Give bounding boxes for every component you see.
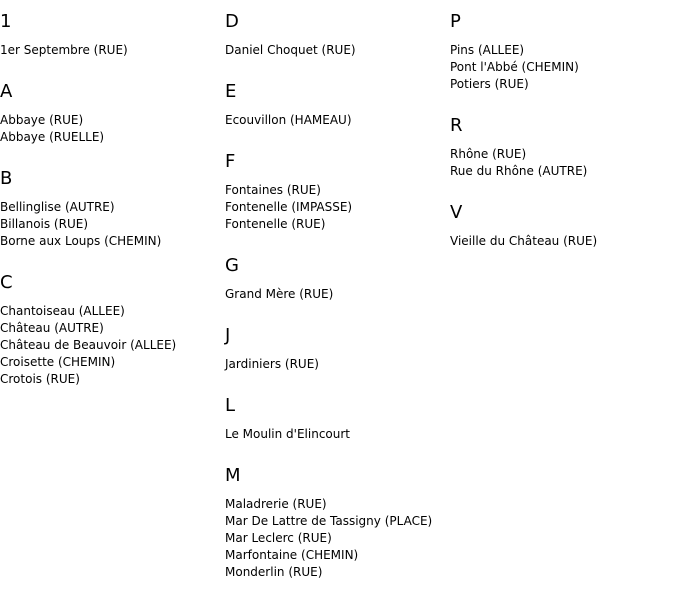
street-list (450, 146, 675, 180)
street-link[interactable]: Monderlin (RUE) (225, 565, 323, 579)
letter-group (225, 255, 450, 303)
column-3 (450, 11, 675, 272)
group-letter: V (450, 202, 463, 223)
group-letter: P (450, 11, 461, 32)
street-link[interactable]: Vieille du Château (RUE) (450, 234, 598, 248)
letter-group (225, 465, 450, 581)
street-link[interactable]: Pins (ALLEE) (450, 43, 525, 57)
street-list (0, 112, 225, 146)
street-link[interactable]: 1er Septembre (RUE) (0, 43, 128, 57)
street-list (450, 42, 675, 93)
street-link[interactable]: Château de Beauvoir (ALLEE) (0, 338, 177, 352)
street-list (225, 286, 450, 303)
street-link[interactable]: Marfontaine (CHEMIN) (225, 548, 359, 562)
letter-group (0, 81, 225, 146)
street-list (225, 426, 450, 443)
street-link[interactable]: Daniel Choquet (RUE) (225, 43, 356, 57)
street-list (225, 496, 450, 581)
street-link[interactable]: Fontenelle (IMPASSE) (225, 200, 353, 214)
street-list (450, 233, 675, 250)
letter-group (225, 325, 450, 373)
street-link[interactable]: Chantoiseau (ALLEE) (0, 304, 125, 318)
letter-group (0, 272, 225, 388)
street-link[interactable]: Fontenelle (RUE) (225, 217, 326, 231)
street-link[interactable]: Rue du Rhône (AUTRE) (450, 164, 588, 178)
street-link[interactable]: Potiers (RUE) (450, 77, 529, 91)
column-1 (0, 11, 225, 410)
street-link[interactable]: Grand Mère (RUE) (225, 287, 334, 301)
group-letter: L (225, 395, 236, 416)
street-link[interactable]: Mar Leclerc (RUE) (225, 531, 332, 545)
street-link[interactable]: Billanois (RUE) (0, 217, 89, 231)
street-list (225, 42, 450, 59)
street-link[interactable]: Croisette (CHEMIN) (0, 355, 116, 369)
group-letter: D (225, 11, 239, 32)
group-letter: R (450, 115, 463, 136)
street-link[interactable]: Maladrerie (RUE) (225, 497, 327, 511)
letter-group (450, 202, 675, 250)
street-link[interactable]: Le Moulin d'Elincourt (225, 427, 351, 441)
letter-group (450, 115, 675, 180)
street-list (0, 42, 225, 59)
street-link[interactable]: Bellinglise (AUTRE) (0, 200, 115, 214)
street-link[interactable]: Ecouvillon (HAMEAU) (225, 113, 352, 127)
street-list (225, 356, 450, 373)
street-link[interactable]: Pont l'Abbé (CHEMIN) (450, 60, 579, 74)
group-letter: B (0, 168, 13, 189)
group-letter: G (225, 255, 239, 276)
group-letter: A (0, 81, 13, 102)
street-link[interactable]: Abbaye (RUE) (0, 113, 84, 127)
street-link[interactable]: Borne aux Loups (CHEMIN) (0, 234, 162, 248)
letter-group (0, 168, 225, 250)
letter-group (0, 11, 225, 59)
street-list (225, 112, 450, 129)
letter-group (225, 81, 450, 129)
group-letter: C (0, 272, 13, 293)
street-list (0, 199, 225, 250)
group-letter: F (225, 151, 236, 172)
group-letter: 1 (0, 11, 12, 32)
group-letter: J (225, 325, 231, 346)
letter-group (225, 395, 450, 443)
street-link[interactable]: Rhône (RUE) (450, 147, 527, 161)
letter-group (225, 11, 450, 59)
street-link[interactable]: Mar De Lattre de Tassigny (PLACE) (225, 514, 433, 528)
group-letter: E (225, 81, 237, 102)
street-link[interactable]: Château (AUTRE) (0, 321, 104, 335)
street-list (0, 303, 225, 388)
letter-group (450, 11, 675, 93)
street-link[interactable]: Fontaines (RUE) (225, 183, 321, 197)
letter-group (225, 151, 450, 233)
street-link[interactable]: Abbaye (RUELLE) (0, 130, 105, 144)
street-link[interactable]: Crotois (RUE) (0, 372, 80, 386)
column-2 (225, 11, 450, 603)
street-list (225, 182, 450, 233)
street-link[interactable]: Jardiniers (RUE) (225, 357, 319, 371)
group-letter: M (225, 465, 241, 486)
